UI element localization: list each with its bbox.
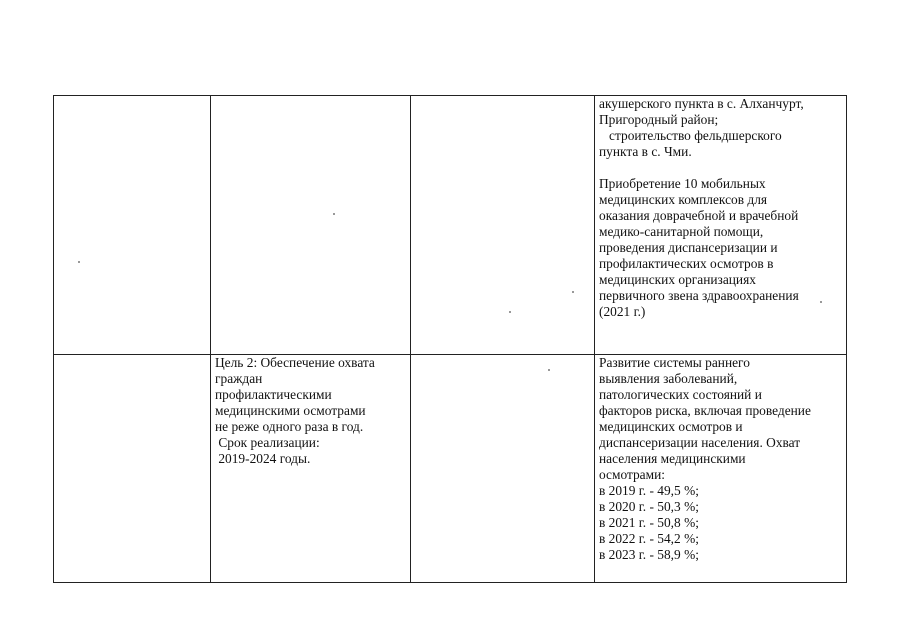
text-line: Пригородный район; (599, 112, 719, 127)
text-line: факторов риска, включая проведение (599, 403, 811, 418)
text-line: в 2020 г. - 50,3 %; (599, 499, 699, 514)
table-row (54, 355, 847, 583)
text-line: в 2021 г. - 50,8 %; (599, 515, 699, 530)
text-line: Цель 2: Обеспечение охвата (215, 355, 375, 370)
table-cell-empty (54, 355, 211, 583)
scan-speck (820, 301, 822, 303)
text-line: в 2019 г. - 49,5 %; (599, 483, 699, 498)
text-line: медицинскими осмотрами (215, 403, 366, 418)
text-line: медицинских комплексов для (599, 192, 768, 207)
measures-cell (595, 96, 847, 355)
table-row (54, 96, 847, 355)
text-line: пункта в с. Чми. (599, 144, 692, 159)
text-line: выявления заболеваний, (599, 371, 738, 386)
table-cell-empty (411, 355, 595, 583)
scan-speck (548, 369, 550, 371)
text-line: Развитие системы раннего (599, 355, 750, 370)
goal-cell (211, 355, 411, 583)
table-cell-empty (54, 96, 211, 355)
text-line: населения медицинскими (599, 451, 746, 466)
scan-speck (78, 261, 80, 263)
text-line: строительство фельдшерского (599, 128, 782, 143)
text-line: проведения диспансеризации и (599, 240, 778, 255)
text-line: оказания доврачебной и врачебной (599, 208, 799, 223)
text-line: не реже одного раза в год. (215, 419, 364, 434)
text-line: профилактических осмотров в (599, 256, 774, 271)
text-line: медицинских осмотров и (599, 419, 743, 434)
text-line: 2019-2024 годы. (215, 451, 311, 466)
text-line: медико-санитарной помощи, (599, 224, 764, 239)
text-line: граждан (215, 371, 263, 386)
text-line: осмотрами: (599, 467, 665, 482)
text-line: патологических состояний и (599, 387, 762, 402)
text-line: первичного звена здравоохранения (599, 288, 799, 303)
scan-speck (572, 291, 574, 293)
scan-speck (333, 213, 335, 215)
text-line: (2021 г.) (599, 304, 646, 319)
text-line: акушерского пункта в с. Алханчурт, (599, 96, 804, 111)
text-line: диспансеризации населения. Охват (599, 435, 801, 450)
indicators-cell (595, 355, 847, 583)
program-table (53, 95, 847, 583)
text-line: Приобретение 10 мобильных (599, 176, 766, 191)
text-line: Срок реализации: (215, 435, 320, 450)
text-line: в 2022 г. - 54,2 %; (599, 531, 699, 546)
text-line: медицинских организациях (599, 272, 756, 287)
table-cell-empty (411, 96, 595, 355)
table-cell-empty (211, 96, 411, 355)
text-line: профилактическими (215, 387, 332, 402)
scan-speck (509, 311, 511, 313)
text-line: в 2023 г. - 58,9 %; (599, 547, 699, 562)
